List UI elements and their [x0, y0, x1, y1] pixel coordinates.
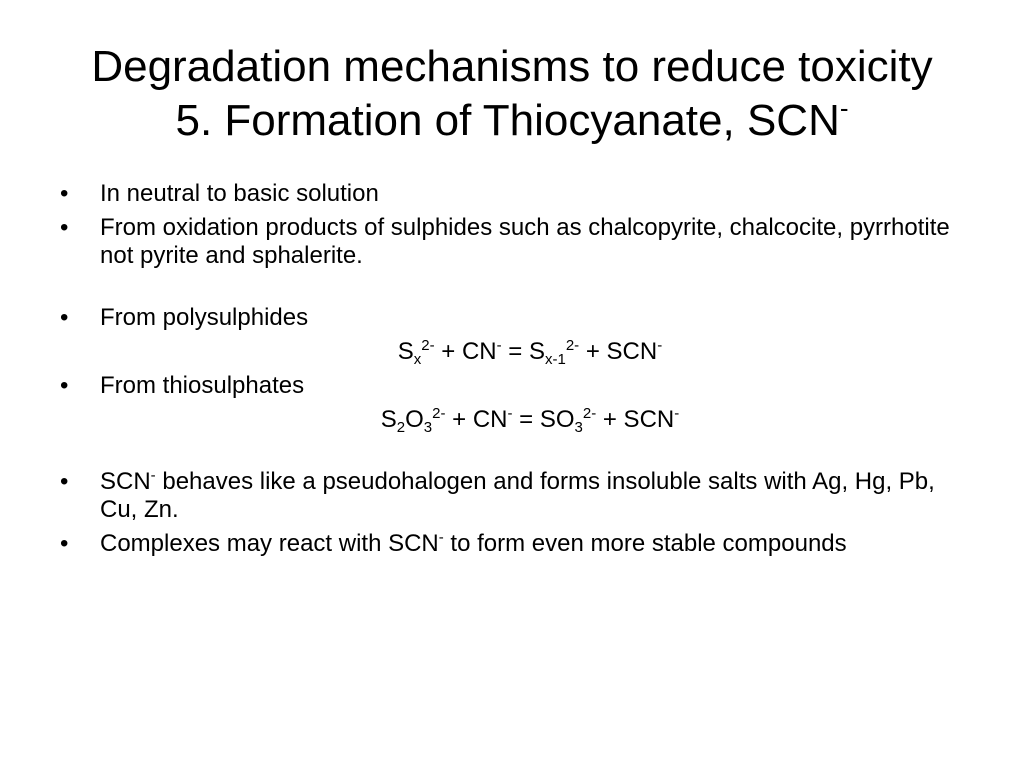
eq-superscript: -	[657, 337, 663, 354]
title-line-1: Degradation mechanisms to reduce toxicity	[91, 42, 933, 91]
eq-superscript: -	[507, 405, 513, 422]
title-line-2-superscript: -	[839, 93, 849, 123]
bullet-dot: •	[60, 214, 69, 241]
bullet-item	[60, 214, 960, 270]
title-line-2-text: 5. Formation of Thiocyanate, SCN	[175, 96, 840, 145]
eq-superscript: 2-	[432, 405, 446, 422]
bullet-dot: •	[60, 530, 69, 557]
eq-superscript: 2-	[421, 337, 435, 354]
bullet-item	[60, 372, 960, 400]
bullet-superscript: -	[150, 467, 156, 484]
bullet-superscript: -	[438, 529, 444, 546]
eq-superscript: 2-	[565, 337, 580, 354]
bullet-dot: •	[60, 180, 69, 207]
bullet-text: From oxidation products of sulphides such as chalcopyrite, chalcocite, pyrrhotite not pyrite and sphalerite.	[100, 214, 950, 269]
spacer	[60, 440, 960, 468]
eq-term: O	[405, 406, 424, 433]
bullet-text: From polysulphides	[100, 304, 309, 331]
equation-polysulphide	[60, 338, 960, 366]
eq-superscript: 2-	[582, 405, 597, 422]
bullet-text	[100, 530, 847, 557]
bullet-item	[60, 530, 960, 558]
bullet-item	[60, 304, 960, 332]
eq-subscript: 3	[574, 419, 583, 436]
bullet-text: In neutral to basic solution	[100, 180, 379, 207]
bullet-dot: •	[60, 468, 69, 495]
eq-subscript: 3	[423, 419, 433, 436]
bullet-text: From thiosulphates	[100, 372, 305, 399]
bullet-item	[60, 180, 960, 208]
eq-superscript: -	[496, 337, 502, 354]
bullet-text-part: SCN	[100, 468, 151, 495]
eq-term: + SCN	[579, 338, 658, 365]
title-line-2	[0, 94, 1024, 148]
bullet-text	[100, 468, 935, 523]
eq-term: = S	[501, 338, 545, 365]
eq-subscript: x	[413, 351, 422, 368]
bullet-item	[60, 468, 960, 524]
bullet-text-part: behaves like a pseudohalogen and forms insoluble salts with Ag, Hg, Pb, Cu, Zn.	[100, 468, 935, 523]
bullet-dot: •	[60, 304, 69, 331]
bullet-text-part: Complexes may react with SCN	[100, 530, 439, 557]
slide-body	[60, 180, 960, 564]
eq-term: S	[380, 406, 397, 433]
eq-term: + CN	[445, 406, 508, 433]
eq-term: + SCN	[596, 406, 675, 433]
slide-title	[0, 40, 1024, 148]
eq-term: S	[397, 338, 414, 365]
eq-term: = SO	[512, 406, 575, 433]
equation-thiosulphate	[60, 406, 960, 434]
eq-term: + CN	[434, 338, 497, 365]
bullet-text-part: to form even more stable compounds	[443, 530, 847, 557]
eq-superscript: -	[674, 405, 680, 422]
eq-subscript: x-1	[545, 351, 566, 368]
eq-subscript: 2	[396, 419, 406, 436]
bullet-dot: •	[60, 372, 69, 399]
spacer	[60, 276, 960, 304]
